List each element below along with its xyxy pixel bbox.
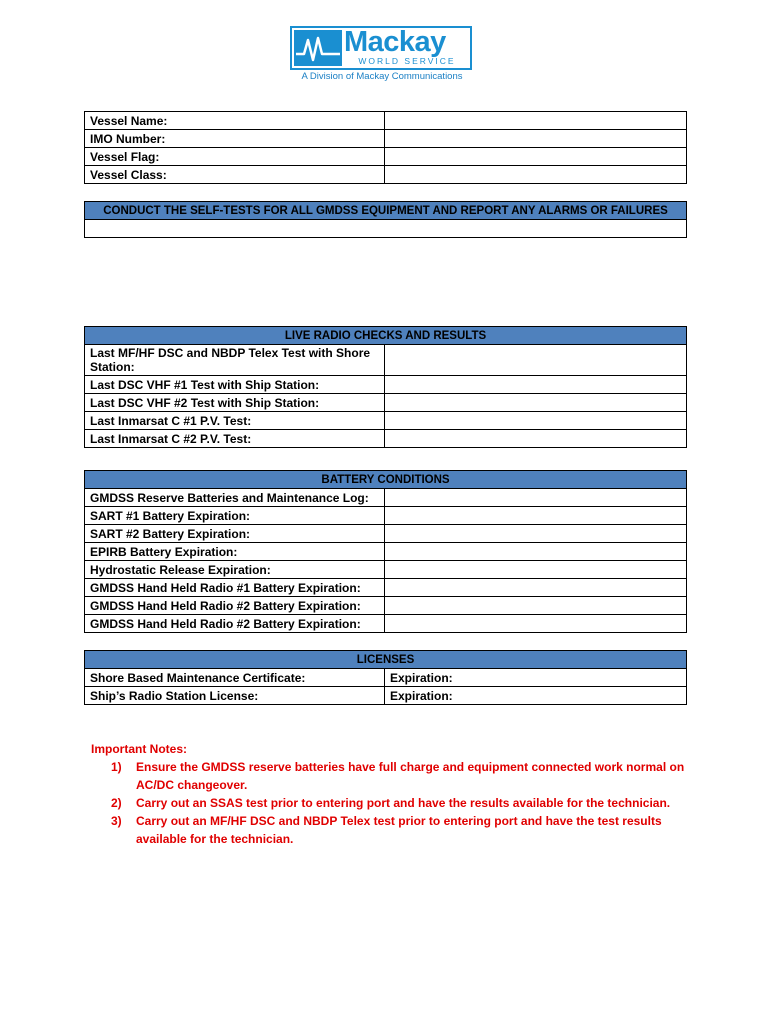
vessel-flag-label: Vessel Flag:: [85, 148, 385, 166]
table-row: [85, 651, 687, 669]
vessel-class-field[interactable]: [385, 166, 687, 184]
battery-header: BATTERY CONDITIONS: [85, 471, 687, 489]
important-notes: [91, 740, 691, 848]
list-item: [91, 812, 691, 848]
mfhf-dsc-test-label: Last MF/HF DSC and NBDP Telex Test with Shore Station:: [85, 345, 385, 376]
handheld2-battery-field[interactable]: [385, 597, 687, 615]
note-text: Ensure the GMDSS reserve batteries have full charge and equipment connected work normal on AC/DC changeover.: [136, 760, 685, 792]
dsc-vhf2-test-field[interactable]: [385, 394, 687, 412]
radio-checks-table: [84, 326, 687, 448]
table-row: [85, 345, 687, 376]
reserve-batteries-label: GMDSS Reserve Batteries and Maintenance Log:: [85, 489, 385, 507]
vessel-name-field[interactable]: [385, 112, 687, 130]
inmarsat-c1-test-field[interactable]: [385, 412, 687, 430]
table-row: [85, 669, 687, 687]
table-row: [85, 597, 687, 615]
radio-checks-header: LIVE RADIO CHECKS AND RESULTS: [85, 327, 687, 345]
table-row: [85, 471, 687, 489]
list-item: [91, 758, 691, 794]
table-row: [85, 579, 687, 597]
logo-tagline: A Division of Mackay Communications: [301, 71, 463, 82]
self-tests-report-field[interactable]: [85, 220, 687, 238]
dsc-vhf2-test-label: Last DSC VHF #2 Test with Ship Station:: [85, 394, 385, 412]
licenses-header: LICENSES: [85, 651, 687, 669]
table-row: [85, 489, 687, 507]
note-number: 2): [111, 796, 122, 810]
table-row: [85, 202, 687, 220]
logo-frame: [290, 26, 472, 70]
table-row: [85, 166, 687, 184]
sart2-battery-label: SART #2 Battery Expiration:: [85, 525, 385, 543]
self-tests-header: CONDUCT THE SELF-TESTS FOR ALL GMDSS EQUIPMENT AND REPORT ANY ALARMS OR FAILURES: [85, 202, 687, 220]
handheld2-battery-field-repeat[interactable]: [385, 615, 687, 633]
note-text: Carry out an MF/HF DSC and NBDP Telex test prior to entering port and have the test results available for the technician.: [136, 814, 662, 846]
reserve-batteries-field[interactable]: [385, 489, 687, 507]
vessel-flag-field[interactable]: [385, 148, 687, 166]
shore-maintenance-cert-label: Shore Based Maintenance Certificate:: [85, 669, 385, 687]
table-row: [85, 430, 687, 448]
table-row: [85, 220, 687, 238]
table-row: [85, 327, 687, 345]
table-row: [85, 130, 687, 148]
inmarsat-c2-test-field[interactable]: [385, 430, 687, 448]
table-row: [85, 376, 687, 394]
table-row: [85, 561, 687, 579]
sart2-battery-field[interactable]: [385, 525, 687, 543]
note-text: Carry out an SSAS test prior to entering port and have the results available for the technician.: [136, 796, 671, 810]
notes-title: Important Notes:: [91, 742, 187, 756]
table-row: [85, 615, 687, 633]
list-item: [91, 794, 691, 812]
handheld2-battery-label: GMDSS Hand Held Radio #2 Battery Expiration:: [85, 597, 385, 615]
wave-icon: [294, 30, 342, 66]
mfhf-dsc-test-field[interactable]: [385, 345, 687, 376]
handheld2-battery-label-repeat: GMDSS Hand Held Radio #2 Battery Expiration:: [85, 615, 385, 633]
self-tests-table: [84, 201, 687, 238]
table-row: [85, 507, 687, 525]
inmarsat-c2-test-label: Last Inmarsat C #2 P.V. Test:: [85, 430, 385, 448]
hydrostatic-release-field[interactable]: [385, 561, 687, 579]
table-row: [85, 112, 687, 130]
inmarsat-c1-test-label: Last Inmarsat C #1 P.V. Test:: [85, 412, 385, 430]
battery-table: [84, 470, 687, 633]
table-row: [85, 394, 687, 412]
vessel-name-label: Vessel Name:: [85, 112, 385, 130]
licenses-table: [84, 650, 687, 705]
handheld1-battery-label: GMDSS Hand Held Radio #1 Battery Expiration:: [85, 579, 385, 597]
table-row: [85, 525, 687, 543]
vessel-class-label: Vessel Class:: [85, 166, 385, 184]
note-number: 3): [111, 814, 122, 828]
imo-number-label: IMO Number:: [85, 130, 385, 148]
table-row: [85, 412, 687, 430]
radio-station-license-label: Ship’s Radio Station License:: [85, 687, 385, 705]
radio-station-license-expiration[interactable]: Expiration:: [385, 687, 687, 705]
notes-list: [91, 758, 691, 848]
epirb-battery-field[interactable]: [385, 543, 687, 561]
table-row: [85, 687, 687, 705]
vessel-table: [84, 111, 687, 184]
dsc-vhf1-test-label: Last DSC VHF #1 Test with Ship Station:: [85, 376, 385, 394]
imo-number-field[interactable]: [385, 130, 687, 148]
logo-service: WORLD SERVICE: [358, 56, 456, 66]
logo-name: Mackay: [344, 26, 446, 58]
epirb-battery-label: EPIRB Battery Expiration:: [85, 543, 385, 561]
shore-maintenance-cert-expiration[interactable]: Expiration:: [385, 669, 687, 687]
table-row: [85, 543, 687, 561]
company-logo: [290, 26, 474, 84]
table-row: [85, 148, 687, 166]
sart1-battery-label: SART #1 Battery Expiration:: [85, 507, 385, 525]
hydrostatic-release-label: Hydrostatic Release Expiration:: [85, 561, 385, 579]
handheld1-battery-field[interactable]: [385, 579, 687, 597]
dsc-vhf1-test-field[interactable]: [385, 376, 687, 394]
sart1-battery-field[interactable]: [385, 507, 687, 525]
note-number: 1): [111, 760, 122, 774]
